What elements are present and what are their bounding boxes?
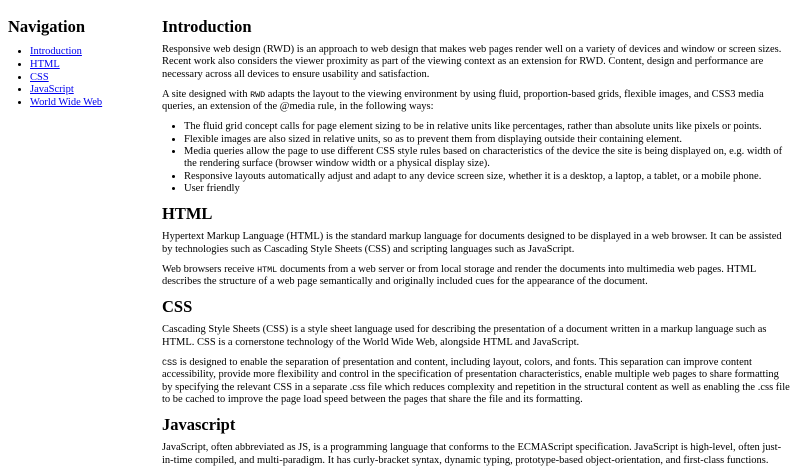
nav-link-html[interactable]: HTML: [30, 58, 60, 70]
paragraph: CSS is designed to enable the separation of presentation and content, including layout, colors, and fonts. This separation can improve content accessibility, provide more flexibility and control in the specification of presentation characteristics, enable multiple web pages to share formatting by specifying the relevant CSS in a separate .css file which reduces complexity and repetition in the structural content as well as enabling the .css file to be cached to improve the page load speed between the pages that share the file and its formatting.: [162, 357, 790, 405]
section-heading-javascript: Javascript: [162, 415, 236, 435]
inline-code: HTML: [257, 264, 278, 275]
inline-code: RWD: [250, 89, 266, 100]
main-content: [162, 8, 792, 475]
section-heading-css: CSS: [162, 297, 193, 317]
nav-link-introduction[interactable]: Introduction: [30, 46, 82, 57]
paragraph: Hypertext Markup Language (HTML) is the standard markup language for documents designed to be displayed in a web browser. It can be assisted by technologies such as Cascading Style Sheets (CSS) and scripting languages such as JavaScript.: [162, 231, 782, 255]
paragraph: JavaScript, often abbreviated as JS, is a programming language that conforms to the ECMAScript specification. JavaScript is high-level, often just-in-time compiled, and multi-paradigm. It has curly-bracket syntax, dynamic typing, prototype-based object-orientation, and first-class functions.: [162, 442, 782, 466]
nav-link-css[interactable]: CSS: [30, 71, 49, 83]
sidebar-nav: [8, 8, 162, 475]
nav-heading: Navigation: [8, 17, 86, 36]
paragraph: Cascading Style Sheets (CSS) is a style sheet language used for describing the presentation of a document written in a markup language such as HTML. CSS is a cornerstone technology of the World Wide Web, alongside HTML and JavaScript.: [162, 324, 767, 348]
section-heading-introduction: Introduction: [162, 17, 252, 36]
nav-list-item: [30, 72, 162, 84]
nav-link-javascript[interactable]: JavaScript: [30, 84, 74, 96]
nav-link-world-wide-web[interactable]: World Wide Web: [30, 97, 103, 109]
nav-list: [8, 46, 162, 109]
bullet-item: • Responsive layouts automatically adjust and adapt to any device screen size, whether it is a desktop, a laptop, a tablet, or a mobile phone.: [184, 171, 790, 183]
bullet-item: • Flexible images are also sized in relative units, so as to prevent them from displaying outside their containing element.: [184, 134, 790, 146]
nav-list-item: [30, 59, 162, 71]
nav-list-item: [30, 97, 162, 109]
paragraph: Web browsers receive HTML documents from a web server or from local storage and render the documents into multimedia web pages. HTML describes the structure of a web page semantically and originally included cues for the appearance of the document.: [162, 263, 756, 288]
section-heading-html: HTML: [162, 204, 213, 224]
inline-code: CSS: [162, 358, 178, 369]
paragraph: A site designed with RWD adapts the layout to the viewing environment by using fluid, proportion-based grids, flexible images, and CSS3 media queries, an extension of the @media rule, in the following ways:: [162, 88, 764, 113]
bullet-item: • The fluid grid concept calls for page element sizing to be in relative units like percentages, rather than absolute units like pixels or points.: [184, 121, 790, 133]
nav-list-item: [30, 84, 162, 96]
bullet-item: • Media queries allow the page to use different CSS style rules based on characteristics of the device the site is being displayed on, e.g. width of the rendering surface (browser window width or a physical display size).: [184, 146, 790, 171]
bullet-list: [162, 121, 790, 195]
nav-list-item: [30, 46, 162, 58]
bullet-item: • User friendly: [184, 183, 790, 195]
paragraph: Responsive web design (RWD) is an approach to web design that makes web pages render well on a variety of devices and window or screen sizes. Recent work also considers the viewer proximity as part of the viewing context as an extension for RWD. Content, design and performance are necessary across all devices to ensure usability and satisfaction.: [162, 44, 782, 80]
